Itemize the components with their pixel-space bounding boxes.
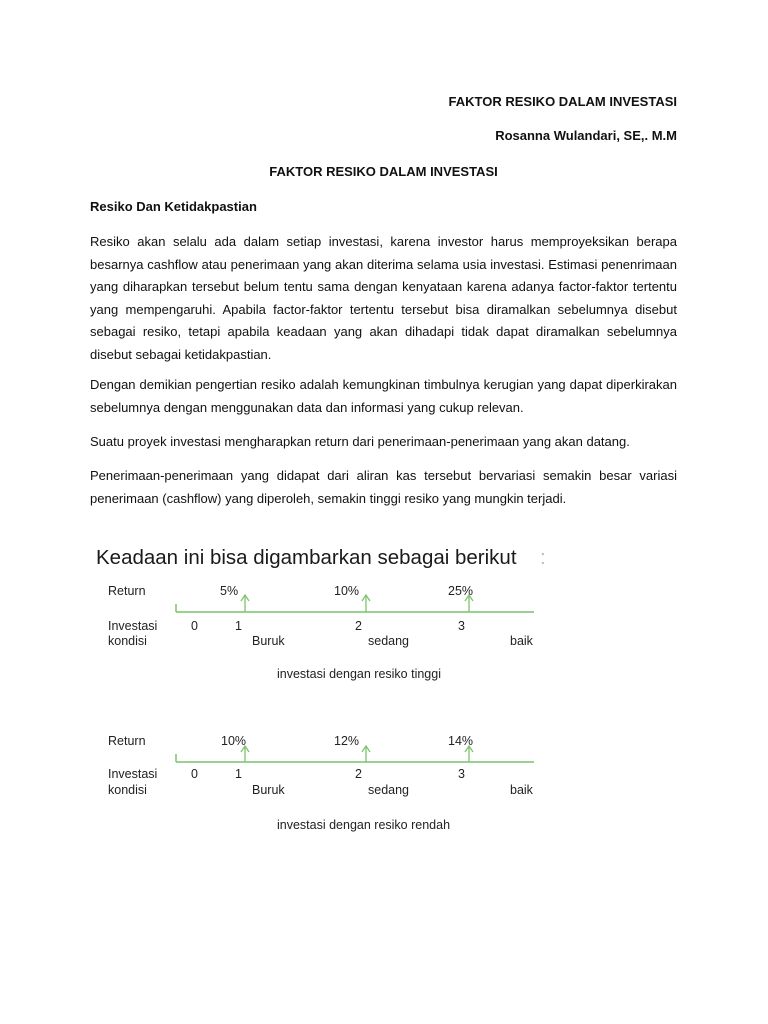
- diagram-caption: investasi dengan resiko rendah: [277, 818, 451, 832]
- condition-label: baik: [510, 783, 533, 797]
- kondisi-label: kondisi: [108, 634, 147, 648]
- condition-label: sedang: [368, 783, 410, 797]
- up-arrow-icon: [241, 746, 249, 762]
- condition-label: Buruk: [252, 634, 285, 648]
- timeline-lines: [96, 540, 536, 840]
- up-arrow-icon: [362, 746, 370, 762]
- return-value: 10%: [334, 584, 360, 598]
- up-arrow-icon: [241, 595, 249, 612]
- figure-title: Keadaan ini bisa digambarkan sebagai berikut: [96, 546, 517, 569]
- return-value: 10%: [221, 734, 247, 748]
- condition-label: baik: [510, 634, 533, 648]
- timeline-low-risk: [176, 746, 534, 762]
- point-label: 0: [191, 767, 198, 781]
- point-label: 1: [235, 619, 242, 633]
- investasi-label: Investasi: [108, 619, 158, 633]
- return-value: 25%: [448, 584, 474, 598]
- risk-figure: [96, 540, 546, 840]
- diagram-caption: investasi dengan resiko tinggi: [277, 667, 441, 681]
- return-value: 14%: [448, 734, 474, 748]
- paragraph-4: Penerimaan-penerimaan yang didapat dari aliran kas tersebut bervariasi semakin besar variasi penerimaan (cashflow) yang diperoleh, semakin tinggi resiko yang mungkin terjadi.: [90, 468, 677, 506]
- point-label: 0: [191, 619, 198, 633]
- condition-label: sedang: [368, 634, 410, 648]
- return-label: Return: [108, 734, 146, 748]
- section-heading: Resiko Dan Ketidakpastian: [90, 199, 257, 214]
- header-author: Rosanna Wulandari, SE,. M.M: [495, 128, 677, 143]
- investasi-label: Investasi: [108, 767, 158, 781]
- point-label: 3: [458, 767, 465, 781]
- condition-label: Buruk: [252, 783, 285, 797]
- paragraph-1: Resiko akan selalu ada dalam setiap investasi, karena investor harus memproyeksikan berapa besarnya cashflow atau penerimaan yang akan diterima selama usia investasi. Estimasi penenrimaan yang diharapkan tersebut belum tentu sama dengan kenyataan karena adanya factor-faktor tertentu yang mempengaruhi. Apabila factor-faktor tertentu tersebut bisa diramalkan sebelumnya disebut sebagai resiko, tetapi apabila keadaan yang akan dihadapi tidak dapat diramalkan sebelumnya disebut sebagai ketidakpastian.: [90, 234, 677, 362]
- up-arrow-icon: [362, 595, 370, 612]
- paragraph-2: Dengan demikian pengertian resiko adalah kemungkinan timbulnya kerugian yang dapat diperkirakan sebelumnya dengan menggunakan data dan informasi yang cukup relevan.: [90, 377, 677, 415]
- up-arrow-icon: [465, 746, 473, 762]
- point-label: 1: [235, 767, 242, 781]
- return-value: 5%: [220, 584, 239, 598]
- return-value: 12%: [334, 734, 360, 748]
- up-arrow-icon: [465, 595, 473, 612]
- main-title: FAKTOR RESIKO DALAM INVESTASI: [269, 164, 498, 179]
- point-label: 2: [355, 619, 362, 633]
- figure-title-cut: :: [540, 546, 546, 569]
- point-label: 2: [355, 767, 362, 781]
- kondisi-label: kondisi: [108, 783, 147, 797]
- point-label: 3: [458, 619, 465, 633]
- paragraph-3: Suatu proyek investasi mengharapkan return dari penerimaan-penerimaan yang akan datang.: [90, 434, 630, 449]
- header-title: FAKTOR RESIKO DALAM INVESTASI: [448, 94, 677, 109]
- return-label: Return: [108, 584, 146, 598]
- timeline-high-risk: [176, 595, 534, 612]
